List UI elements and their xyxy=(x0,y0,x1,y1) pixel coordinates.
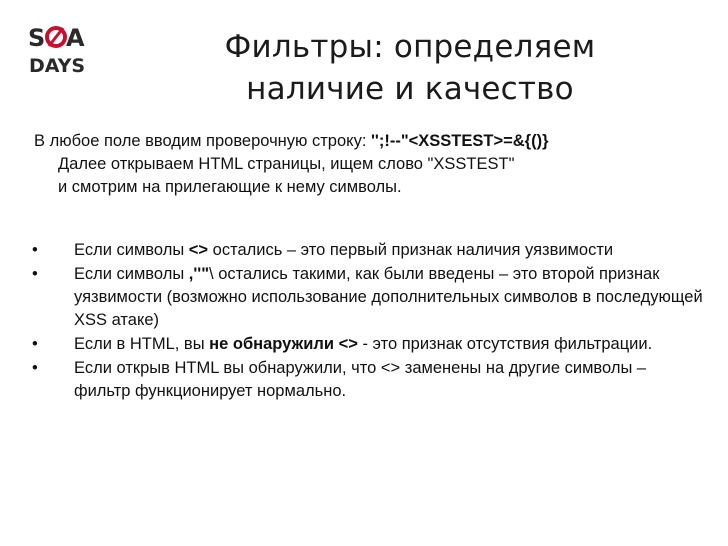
list-item xyxy=(34,263,706,332)
bullet-3-post: - это признак отсутствия фильтрации. xyxy=(357,335,653,353)
intro-line-2: Далее открываем HTML страницы, ищем слово "XSSTEST" xyxy=(58,155,515,173)
slide-title xyxy=(160,26,660,110)
intro-line-1 xyxy=(34,130,706,153)
bullet-1-pre: Если символы xyxy=(74,241,189,259)
intro-test-string: '';!--"<XSSTEST>=&{()} xyxy=(371,132,549,150)
list-item xyxy=(34,239,706,262)
intro-paragraph xyxy=(34,130,706,199)
bullet-list xyxy=(34,239,706,403)
bullet-4-pre: Если открыв HTML вы обнаружили, что <> заменены на другие символы – фильтр функционирует нормально. xyxy=(74,359,647,400)
slide-body xyxy=(32,130,706,404)
bullet-2-pre: Если символы xyxy=(74,265,189,283)
bullet-icon: • xyxy=(32,265,38,283)
bullet-1-post: остались – это первый признак наличия уязвимости xyxy=(208,241,614,259)
logo-letter-s: S xyxy=(28,24,46,52)
bullet-2-post: \ остались такими, как были введены – это второй признак уязвимости (возможно использование дополнительных символов в последующей XSS атаке) xyxy=(74,265,703,329)
bullet-3-bold: не обнаружили <> xyxy=(209,335,358,353)
intro-prefix: В любое поле вводим проверочную строку: xyxy=(34,132,371,150)
list-item xyxy=(34,357,706,403)
bullet-3-pre: Если в HTML, вы xyxy=(74,335,210,353)
bullet-icon: • xyxy=(32,359,38,377)
intro-line-3: и смотрим на прилегающие к нему символы. xyxy=(58,178,402,196)
intro-continuation xyxy=(34,153,706,199)
logo-letter-a: A xyxy=(66,24,85,52)
soa-days-logo xyxy=(28,22,94,78)
title-line-2: наличие и качество xyxy=(246,71,574,107)
bullet-2-bold: ,''" xyxy=(188,265,210,283)
soa-days-logo-mark xyxy=(28,22,94,78)
title-line-1: Фильтры: определяем xyxy=(224,29,596,65)
bullet-1-bold: <> xyxy=(188,241,209,259)
bullet-icon: • xyxy=(32,241,38,259)
logo-days: DAYS xyxy=(29,55,86,77)
bullet-icon: • xyxy=(32,335,38,353)
list-item xyxy=(34,333,706,356)
